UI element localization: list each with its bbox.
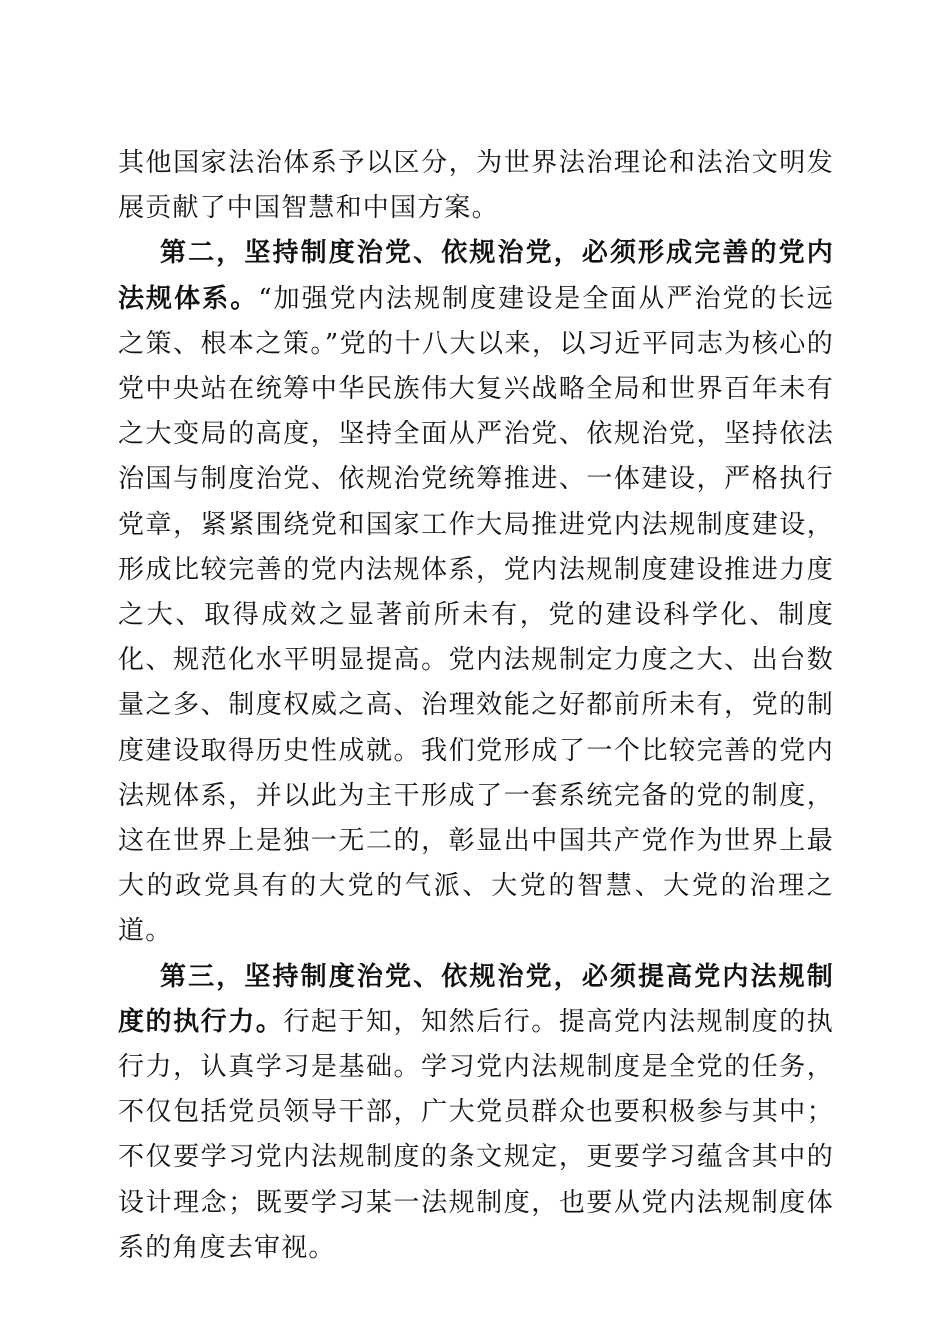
paragraph-continuation xyxy=(118,141,834,231)
paragraph-text: 行起于知，知然后行。提高党内法规制度的执行力，认真学习是基础。学习党内法规制度是全党的任务，不仅包括党员领导干部，广大党员群众也要积极参与其中；不仅要学习党内法规制度的条文规定，更要学习蕴含其中的设计理念；既要学习某一法规制度，也要从党内法规制度体系的角度去审视。 xyxy=(118,1006,834,1263)
paragraph-text: 其他国家法治体系予以区分，为世界法治理论和法治文明发展贡献了中国智慧和中国方案。 xyxy=(118,148,834,224)
paragraph-second-point xyxy=(118,231,834,954)
paragraph-third-point xyxy=(118,955,834,1271)
body-text xyxy=(118,141,834,1271)
paragraph-lead-heading: 第三，坚持制度治党、依规治党，必须提高党内法规制度的执行力。 xyxy=(118,961,834,1037)
paragraph-lead-heading: 第二，坚持制度治党、依规治党，必须形成完善的党内法规体系。 xyxy=(118,238,834,314)
paragraph-text: “加强党内法规制度建设是全面从严治党的长远之策、根本之策。”党的十八大以来，以习近平同志为核心的党中央站在统筹中华民族伟大复兴战略全局和世界百年未有之大变局的高度，坚持全面从严治党、依规治党，坚持依法治国与制度治党、依规治党统筹推进、一体建设，严格执行党章，紧紧围绕党和国家工作大局推进党内法规制度建设，形成比较完善的党内法规体系，党内法规制度建设推进力度之大、取得成效之显著前所未有，党的建设科学化、制度化、规范化水平明显提高。党内法规制定力度之大、出台数量之多、制度权威之高、治理效能之好都前所未有，党的制度建设取得历史性成就。我们党形成了一个比较完善的党内法规体系，并以此为主干形成了一套系统完备的党的制度，这在世界上是独一无二的，彰显出中国共产党作为世界上最大的政党具有的大党的气派、大党的智慧、大党的治理之道。 xyxy=(118,283,834,947)
